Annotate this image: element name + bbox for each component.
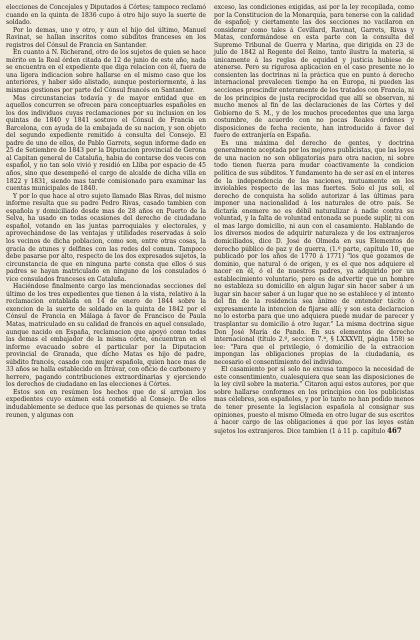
right-column [214, 4, 414, 636]
paragraph: Por lo demas, uno y otro, y aun el hijo del último, Manuel Ravinat, se hallan inscritos como súbditos franceses en los registros del Cónsul de Francia en Santander. [6, 26, 206, 49]
paragraph: Mas circunstancias todavía y de mayor entidad que en aquellos concurren se ofrecen para conceptuarles españoles en los dos individuos cuyas reclamaciones por su inclusion en los quintas de 1840 y 1841 sostuvo el Cónsul de Francia en Barcelona, con ayuda de la embajada de su nacion, y son objeto del segundo expediente remitido á consulta del Consejo. El padre de uno de ellos, de Pablo Garrets, segun informe dado en 25 de Setiembre de 1843 por la Diputacion provincial de Gerona al Capitan general de Cataluña, habia de contarse dos veces con español, y no tan solo vivió y residió en Lliba por espacio de 45 años, sino que desempeñó el cargo de alcalde de dicha villa en 1822 y 1831, siendo mas tarde comisionado para examinar las cuentas municipales de 1840. [6, 94, 206, 193]
paragraph: elecciones de Concejales y Diputados á Córtes; tampoco reclamó cuando en la quinta de 1836 cupo á otro hijo suyo la suerte de soldado. [6, 4, 206, 27]
paragraph [214, 366, 414, 435]
paragraph: Es una máxima del derecho de gentes, y doctrina generalmente aceptada por los mejores publicistas, que las leyes de una nacion no son obligatorias para otra nacion, ni sobre todo tienen fuerza para mudar coactivamente la condicion política de sus súbditos. Y fundamento ha de ser así en el interes de la independencia de las naciones, mutuamente en los inviolables respecto de las mas fuertes. Solo el jus soli, el derecho de conquista ha solido autorizar á las últimas para imponer una nacionalidad á los naturales de otro país. Se dictaría enemere no es débil naturalizar á nadie contra su voluntad, y la falta de voluntad entonada se puede suplir, ni con el mas largo domicilio, ni aun con el casamiento. Hablando de los diversos modos de adquirir naturaleza y de los extranjeros domiciliados, dice D. José de Olmeda en sus Elementos de derecho público de paz y de guerra, (1.º parte, capítulo 10, que publicado por los años de 1770 á 1771) "los que gozamos de dominio, que natural ó de origen, y es el que nos adquiere el nacer en él, ó el de nuestros padres, ya adquirido por un establecimiento voluntario, pero es de advertir que un hombre no estableza su domicilio en algun lugar sin hacer saber á un lugar sin hacer saber á un lugar que no se establece y el intento del fin de la residencia sea ánimo de entender tácito ó expresamente la intencion de fijarse allí; y son esta declaracion no lo estorba para que uno adquiera puede mudar de parecer y trasplantar su domicilio á otro lugar." La misma doctrina sigue Don José María de Pando. En sus elementos de derecho internacional (título 2.º, seccion 7.ª, § LXXXVII, página 158) se lee: "Para que el privilegio, ó domicilio de la extraccion impongan las obligaciones propias de la ciudadanía, es necesario el consentimiento del individuo. [214, 139, 414, 366]
paragraph: exceso, las condiciones exigidas, asi por la ley recopilada, como por la Constitucion de la Monarquía, para tenerse con la calidad de español; y ciertamente las dos secciones no vacilaron en considerar como tales á Cevillard, Ravinat, Garrets, Rivas y Matas, conformándose en esta parte con la consulta del Supremo Tribunal de Guerra y Marina, que dirigida en 23 de julio de 1842 al Regente del Reino, tanto ilustra la materia, si únicamente á las reglas de equidad y justicia hubiese de atenerse. Pero su rigurosa aplicacion en el caso presente no lo consienten las doctrinas ni la práctica que en punto á derecho internacional prevalecen tiempo ha en Europa, ni pueden las secciones prescindir enteramente de los tratados con Francia, ni de los principios de justa reciprocidad que allí se observan, ni mucho menos al fin de las declaraciones de las Córtes y del Gobierno de S. M., y de los muchos precedentes que una larga costumbre, de acuerdo con no pocas Reales órdenes y disposiciones de fecha reciente, han introducido á favor del fuero de extranjería en España. [214, 4, 414, 140]
paragraph: Estos son en resúmen los hechos que de sí arrojan los expedientes cuyo exámen está cometido al Consejo. De ellos indudablemente se deduce que las personas de quienes se trata reunen, y algunas con [6, 388, 206, 419]
page-number: 467 [387, 425, 402, 435]
paragraph-text: El casamiento por sí solo no excusa tampoco la necesidad de este consentimiento, cualesquiera que sean las disposiciones de la ley civil sobre la materia." Citaron aqui estos autores, por que sobre hallarse conformes en los principios con los publicistas mas célebres, son españoles, y por lo tanto no han podido menos de tener presente la legislacion española al consignar sus opiniones, puesto el mismo Olmeda en otro lugar de sus escritos á hacer cargo de las obligaciones á que por las leyes están sujetos los extranjeros. Dice tambien (1 á 11 p. capítulo [214, 366, 414, 435]
paragraph: En cuanto á N. Richerand, otro de los sujetos de quien se hace mérito en la Real órden citada de 12 de junio de este año, nada se encuentra en el expediente que diga relacion con él, fuera de una ligera indicacion sobre hallarse en el mismo caso que los anteriores, y haber sido alistado, aunque posteriormente, á las mismas gestiones por parte del Cónsul francés en Santander. [6, 49, 206, 95]
paragraph: Y por lo que hace al otro sujeto llamado Blas Rivas, del mismo informe resulta que su padre Pedro Rivas, casado tambien con española y domiciliado desde mas de 28 años en Puerto de la Selva, ha usado en todas ocasiones del derecho de ciudadano español, votando en las juntas parroquiales y electorales, y aprovechándose de las ventajas y utilidades reservadas á solo los vecinos de dicha poblacion, como son, entre otras cosas, la gracia de atunes y delfines con las redes del comun. Tampoco debe pasarse por alto, respecto de los dos expresados sujetos, la circunstancia de que en ninguna parte consta que ellos ó sus padres se hayan matriculado en ninguno de los consulados ó vice consulados franceses en Cataluña. [6, 192, 206, 283]
left-column [6, 4, 206, 636]
paragraph: Haciéndose finalmente cargo las mencionadas secciones del último de los tres expedientes que tienen á la vista, relativo á la reclamacion entablada en 14 de enero de 1844 sobre la exencion de la suerte de soldado en la quinta de 1842 por el Cónsul de Francia en Málaga á favor de Francisco de Paula Matas, matriculado en su calidad de francés en aquel consulado, aunque nacido en España, reclamacion que apoyó como todas las demas el embajador de la misma córte, encuentran en el informe evacuado sobre el particular por la Diputacion provincial de Granada, que dicho Matas es hijo de padre, súbdito francés, casado con mujer española, quien hace mas de 33 años se halla establecido en Ítrávar, con oficio de carbonero y herrero, pagando contribuciones extraordinarias y ejerciendo los derechos de ciudadano en las elecciones á Córtes. [6, 283, 206, 389]
